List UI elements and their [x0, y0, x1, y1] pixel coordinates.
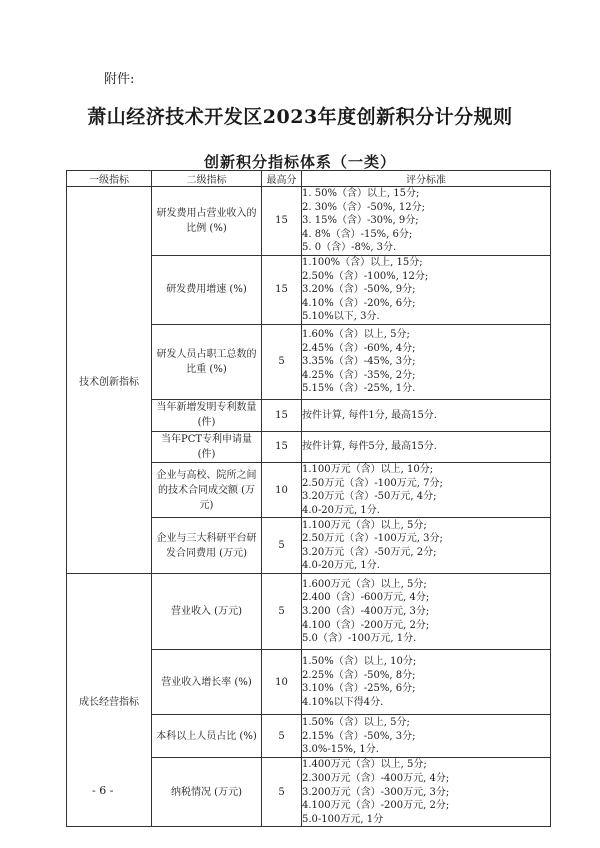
header-level2: 二级指标: [152, 171, 262, 187]
criteria-line: 3. 15%（含）-30%, 9分;: [302, 215, 419, 227]
criteria-line: 4.0-20万元, 1分.: [302, 504, 380, 516]
criteria-line: 3.0%-15%, 1分.: [302, 744, 379, 756]
criteria-line: 4.100（含）-200万元, 2分;: [302, 619, 430, 631]
level2-indicator: 营业收入 (万元): [152, 574, 262, 650]
table-body: [67, 187, 551, 827]
criteria-line: 3.200（含）-400万元, 3分;: [302, 606, 430, 618]
table-row: [67, 574, 551, 650]
scoring-criteria: [302, 255, 551, 324]
criteria-line: 4.10%以下得4分.: [302, 696, 384, 708]
criteria-line: 1.600万元（含）以上, 5分;: [302, 578, 427, 590]
scoring-criteria: [302, 187, 551, 256]
max-score: 15: [262, 187, 302, 256]
criteria-line: 3.20万元（含）-50万元, 4分;: [302, 491, 437, 503]
level1-indicator: 成长经营指标: [67, 574, 152, 827]
level2-indicator: 企业与三大科研平台研发合同费用 (万元): [152, 518, 262, 574]
criteria-line: 1.100%（含）以上, 15分;: [302, 256, 423, 268]
level2-indicator: 研发费用占营业收入的比例 (%): [152, 187, 262, 256]
criteria-line: 按件计算, 每件1分, 最高15分.: [302, 409, 437, 421]
criteria-line: 3.20万元（含）-50万元, 2分;: [302, 546, 437, 558]
criteria-line: 4. 8%（含）-15%, 6分;: [302, 228, 413, 240]
scoring-table: [66, 170, 551, 827]
max-score: 15: [262, 255, 302, 324]
criteria-line: 1.400万元（含）以上, 5分;: [302, 759, 427, 771]
scoring-criteria: [302, 518, 551, 574]
level2-indicator: 当年新增发明专利数量 (件): [152, 399, 262, 431]
max-score: 5: [262, 574, 302, 650]
criteria-line: 2.300万元（含）-400万元, 4分;: [302, 772, 450, 784]
level1-indicator: 技术创新指标: [67, 187, 152, 574]
scoring-criteria: [302, 574, 551, 650]
level2-indicator: 营业收入增长率 (%): [152, 650, 262, 715]
scoring-criteria: [302, 324, 551, 399]
scoring-criteria: [302, 715, 551, 758]
level2-indicator: 研发费用增速 (%): [152, 255, 262, 324]
criteria-line: 按件计算, 每件5分, 最高15分.: [302, 441, 437, 453]
criteria-line: 3.35%（含）-45%, 3分;: [302, 356, 416, 368]
criteria-line: 1.100万元（含）以上, 5分;: [302, 519, 427, 531]
criteria-line: 2.25%（含）-50%, 8分;: [302, 669, 416, 681]
criteria-line: 5.10%以下, 3分.: [302, 311, 380, 323]
criteria-line: 2.50万元（含）-100万元, 7分;: [302, 477, 443, 489]
max-score: 10: [262, 650, 302, 715]
scoring-criteria: [302, 431, 551, 462]
table-title: 创新积分指标体系（一类）: [203, 153, 396, 171]
criteria-line: 4.10%（含）-20%, 6分;: [302, 297, 416, 309]
scoring-criteria: [302, 399, 551, 431]
criteria-line: 3.200万元（含）-300万元, 3分;: [302, 786, 450, 798]
page-number: - 6 -: [92, 784, 114, 797]
scoring-criteria: [302, 650, 551, 715]
level2-indicator: 企业与高校、院所之间的技术合同成交额 (万元): [152, 462, 262, 517]
max-score: 5: [262, 518, 302, 574]
level2-indicator: 当年PCT专利申请量 (件): [152, 431, 262, 462]
table-row: [67, 187, 551, 256]
scoring-criteria: [302, 758, 551, 827]
header-max-score: 最高分: [262, 171, 302, 187]
criteria-line: 2.45%（含）-60%, 4分;: [302, 342, 416, 354]
criteria-line: 5.0（含）-100万元, 1分.: [302, 633, 417, 645]
criteria-line: 4.25%（含）-35%, 2分;: [302, 369, 416, 381]
level2-indicator: 研发人员占职工总数的比重 (%): [152, 324, 262, 399]
criteria-line: 5.15%（含）-25%, 1分.: [302, 383, 416, 395]
level2-indicator: 纳税情况 (万元): [152, 758, 262, 827]
criteria-line: 2. 30%（含）-50%, 12分;: [302, 201, 426, 213]
attachment-label: 附件:: [104, 72, 135, 87]
max-score: 5: [262, 758, 302, 827]
criteria-line: 3.20%（含）-50%, 9分;: [302, 284, 416, 296]
page-title: 萧山经济技术开发区2023年度创新积分计分规则: [87, 106, 513, 128]
max-score: 15: [262, 399, 302, 431]
criteria-line: 1.50%（含）以上, 5分;: [302, 716, 410, 728]
max-score: 5: [262, 715, 302, 758]
criteria-line: 3.10%（含）-25%, 6分;: [302, 683, 416, 695]
criteria-line: 1.50%（含）以上, 10分;: [302, 656, 417, 668]
criteria-line: 2.50万元（含）-100万元, 3分;: [302, 533, 443, 545]
criteria-line: 5. 0（含）-8%, 3分.: [302, 242, 397, 254]
criteria-line: 4.0-20万元, 1分.: [302, 560, 380, 572]
criteria-line: 2.50%（含）-100%, 12分;: [302, 270, 429, 282]
criteria-line: 5.0-100万元, 1分: [302, 813, 384, 825]
header-level1: 一级指标: [67, 171, 152, 187]
criteria-line: 1.60%（含）以上, 5分;: [302, 328, 410, 340]
header-criteria: 评分标准: [302, 171, 551, 187]
criteria-line: 1.100万元（含）以上, 10分;: [302, 463, 434, 475]
criteria-line: 2.400（含）-600万元, 4分;: [302, 592, 430, 604]
scoring-criteria: [302, 462, 551, 517]
criteria-line: 2.15%（含）-50%, 3分;: [302, 730, 416, 742]
criteria-line: 1. 50%（含）以上, 15分;: [302, 188, 420, 199]
criteria-line: 4.100万元（含）-200万元, 2分;: [302, 800, 450, 812]
max-score: 10: [262, 462, 302, 517]
max-score: 5: [262, 324, 302, 399]
table-header-row: [67, 171, 551, 187]
level2-indicator: 本科以上人员占比 (%): [152, 715, 262, 758]
max-score: 15: [262, 431, 302, 462]
